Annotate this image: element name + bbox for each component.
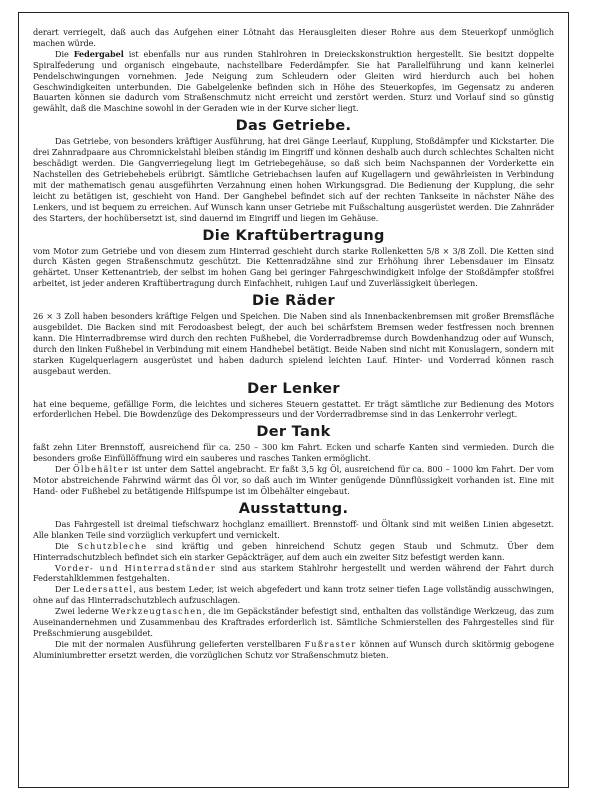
staender-text: sind aus starkem Stahlrohr hergestellt und werden während der Fahrt durch Federstahlklemmen festgehalten.	[33, 562, 554, 584]
raeder-paragraph: 26 × 3 Zoll haben besonders kräftige Felgen und Speichen. Die Naben sind als Innenbackenbremsen mit großer Bremsfläche ausgebildet. Die Backen sind mit Ferodoasbest belegt, der auch bei schärfstem Bremsen weder festfressen noch brennen kann. Die Hinterradbremse wird durch den rechten Fußhebel, die Vorderradbremse durch Bowdenhandzug oder auf Wunsch, durch den linken Fußhebel in Verbindung mit einem Handhebel betätigt. Beide Naben sind nicht mit Konuslagern, sondern mit starken Kugelquerlagern ausgerüstet und haben dadurch spielend leichten Lauf. Hinter- und Vorderrad können rasch ausgebaut werden.	[33, 311, 554, 376]
kraftuebertragung-paragraph: vom Motor zum Getriebe und von diesem zum Hinterrad geschieht durch starke Rollenketten 5/8 × 3/8 Zoll. Die Ketten sind durch Kästen gegen Straßenschmutz geschützt. Die Kettenradzähne sind zur Erhöhung ihrer Lebensdauer im Einsatz gehärtet. Unser Kettenantrieb, der selbst im hohen Gang bei geringer Fahrgeschwindigkeit infolge der Stoßdämpfer stoßfrei arbeitet, ist jeder anderen Kraftübertragung durch Einfachheit, ruhigen Lauf und Zuverlässigkeit überlegen.	[33, 245, 554, 289]
ausstattung-paragraph-werkzeug	[33, 606, 554, 639]
ledersattel-text: , aus bestem Leder, ist weich abgefedert und kann trotz seiner tiefen Lage vollständig ausschwingen, ohne auf das Hinterradschutzblech aufzuschlagen.	[33, 584, 554, 606]
federgabel-term: Federgabel	[73, 48, 124, 59]
getriebe-paragraph: Das Getriebe, von besonders kräftiger Ausführung, hat drei Gänge Leerlauf, Kupplung, Stoßdämpfer und Kickstarter. Die drei Zahnradpaare aus Chromnickelstahl bleiben ständig im Eingriff und können deshalb auch durch schlechtes Schalten nicht beschädigt werden. Die Gangverriegelung liegt im Getriebegehäuse, so daß sich beim Nachspannen der Vorderkette ein Nachstellen des Getriebehebels erübrigt. Sämtliche Getriebachsen laufen auf Kugellagern und gewährleisten in Verbindung mit der mathematisch genau ausgeführten Verzahnung einen hohen Wirkungsgrad. Die Bedienung der Kupplung, die sehr leicht zu betätigen ist, geschieht von Hand. Der Ganghebel befindet sich auf der rechten Tankseite in nächster Nähe des Lenkers, und ist bequem zu erreichen. Auf Wunsch kann unser Getriebe mit Fußschaltung ausgerüstet werden. Die Zahnräder des Starters, der hochübersetzt ist, sind dauernd im Eingriff und liegen im Gehäuse.	[33, 136, 554, 223]
fussraster-text: können auf Wunsch durch skitörmig gebogene Aluminiumbretter ersetzt werden, die vorzüglichen Schutz vor Straßenschmutz bieten.	[33, 638, 554, 660]
schutzbleche-term: Schutzbleche	[77, 540, 148, 551]
heading-raeder: Die Räder	[252, 293, 335, 310]
schutzbleche-pre: Die	[55, 540, 69, 551]
tank-paragraph-1: faßt zehn Liter Brennstoff, ausreichend für ca. 250 – 300 km Fahrt. Ecken und scharfe Kanten sind vermieden. Durch die besonders große Einfüllöffnung wird ein sauberes und rasches Tanken ermöglicht.	[33, 442, 554, 464]
ausstattung-paragraph-ledersattel	[33, 584, 554, 606]
staender-term: Vorder- und Hinterradständer	[55, 562, 217, 573]
ausstattung-paragraph-schutzbleche	[33, 541, 554, 563]
schutzbleche-text: sind kräftig und geben hinreichend Schutz gegen Staub und Schmutz. Über dem Hinterradschutzblech befindet sich ein starker Gepäckträger, auf dem auch ein zweiter Sitz befestigt werden kann.	[33, 540, 554, 562]
werkzeug-text: , die im Gepäckständer befestigt sind, enthalten das vollständige Werkzeug, das zum Auseinandernehmen und Zusammenbau des Kraftrades erforderlich ist. Sämtliche Schmierstellen des Fahrgestelles sind für Preßschmierung ausgebildet.	[33, 606, 554, 638]
oelbehaelter-text: ist unter dem Sattel angebracht. Er faßt 3,5 kg Öl, ausreichend für ca. 800 – 1000 km Fahrt. Der vom Motor abstreichende Fahrwind wärmt das Öl vor, so daß auch im Winter genügende Dünnflüssigkeit vorhanden ist. Eine mit Hand- oder Fußhebel zu betätigende Hilfspumpe ist im Ölbehälter eingebaut.	[33, 464, 554, 496]
federgabel-text: ist ebenfalls nur aus runden Stahlrohren in Dreieckskonstruktion hergestellt. Sie besitzt doppelte Spiralfederung und organisch eingebaute, nachstellbare Federdämpfer. Sie hat Parallelführung und kann keinerlei Pendelschwingungen vornehmen. Jede Neigung zum Schleudern oder Gleiten wird hierdurch auch bei hohen Geschwindigkeiten unterbunden. Die Gabelgelenke befinden sich in Höhe des Steuerkopfes, im Gegensatz zu anderen Bauarten können sie dadurch vom Straßenschmutz nicht erreicht und zerstört werden. Sturz und Vorlauf sind so günstig gewählt, daß die Maschine sowohl in der Geraden wie in der Kurve sicher liegt.	[33, 48, 554, 114]
document-page	[18, 12, 569, 788]
fussraster-term: Fußraster	[304, 638, 357, 649]
werkzeug-term: Werkzeugtaschen	[111, 606, 203, 617]
tank-paragraph-oelbehaelter	[33, 464, 554, 497]
ausstattung-paragraph-staender	[33, 563, 554, 585]
ausstattung-paragraph-1: Das Fahrgestell ist dreimal tiefschwarz hochglanz emailliert. Brennstoff- und Öltank sind mit weißen Linien abgesetzt. Alle blanken Teile sind vorzüglich verkupfert und vernickelt.	[33, 518, 554, 540]
oelbehaelter-pre: Der	[55, 464, 71, 475]
heading-kraftuebertragung: Die Kraftübertragung	[202, 227, 385, 244]
ledersattel-term: Ledersattel	[73, 584, 134, 595]
fussraster-pre: Die mit der normalen Ausführung gelieferten verstellbaren	[55, 638, 302, 649]
lenker-paragraph: hat eine bequeme, gefällige Form, die leichtes und sicheres Steuern gestattet. Er trägt sämtliche zur Bedienung des Motors erforderlichen Hebel. Die Bowdenzüge des Dekompresseurs und der Vorderradbremse sind in das Lenkerrohr verlegt.	[33, 398, 554, 420]
federgabel-pre: Die	[55, 48, 69, 59]
intro-paragraph-1: derart verriegelt, daß auch das Aufgehen einer Lötnaht das Herausgleiten dieser Rohre aus dem Steuerkopf unmöglich machen würde.	[33, 27, 554, 48]
ausstattung-paragraph-fussraster	[33, 639, 554, 661]
heading-lenker: Der Lenker	[247, 380, 340, 397]
heading-getriebe: Das Getriebe.	[235, 118, 352, 135]
heading-ausstattung: Ausstattung.	[238, 500, 349, 517]
intro-paragraph-federgabel	[33, 49, 554, 114]
werkzeug-pre: Zwei lederne	[55, 606, 109, 617]
ledersattel-pre: Der	[55, 584, 71, 595]
oelbehaelter-term: Ölbehälter	[73, 464, 129, 475]
heading-tank: Der Tank	[256, 424, 331, 441]
